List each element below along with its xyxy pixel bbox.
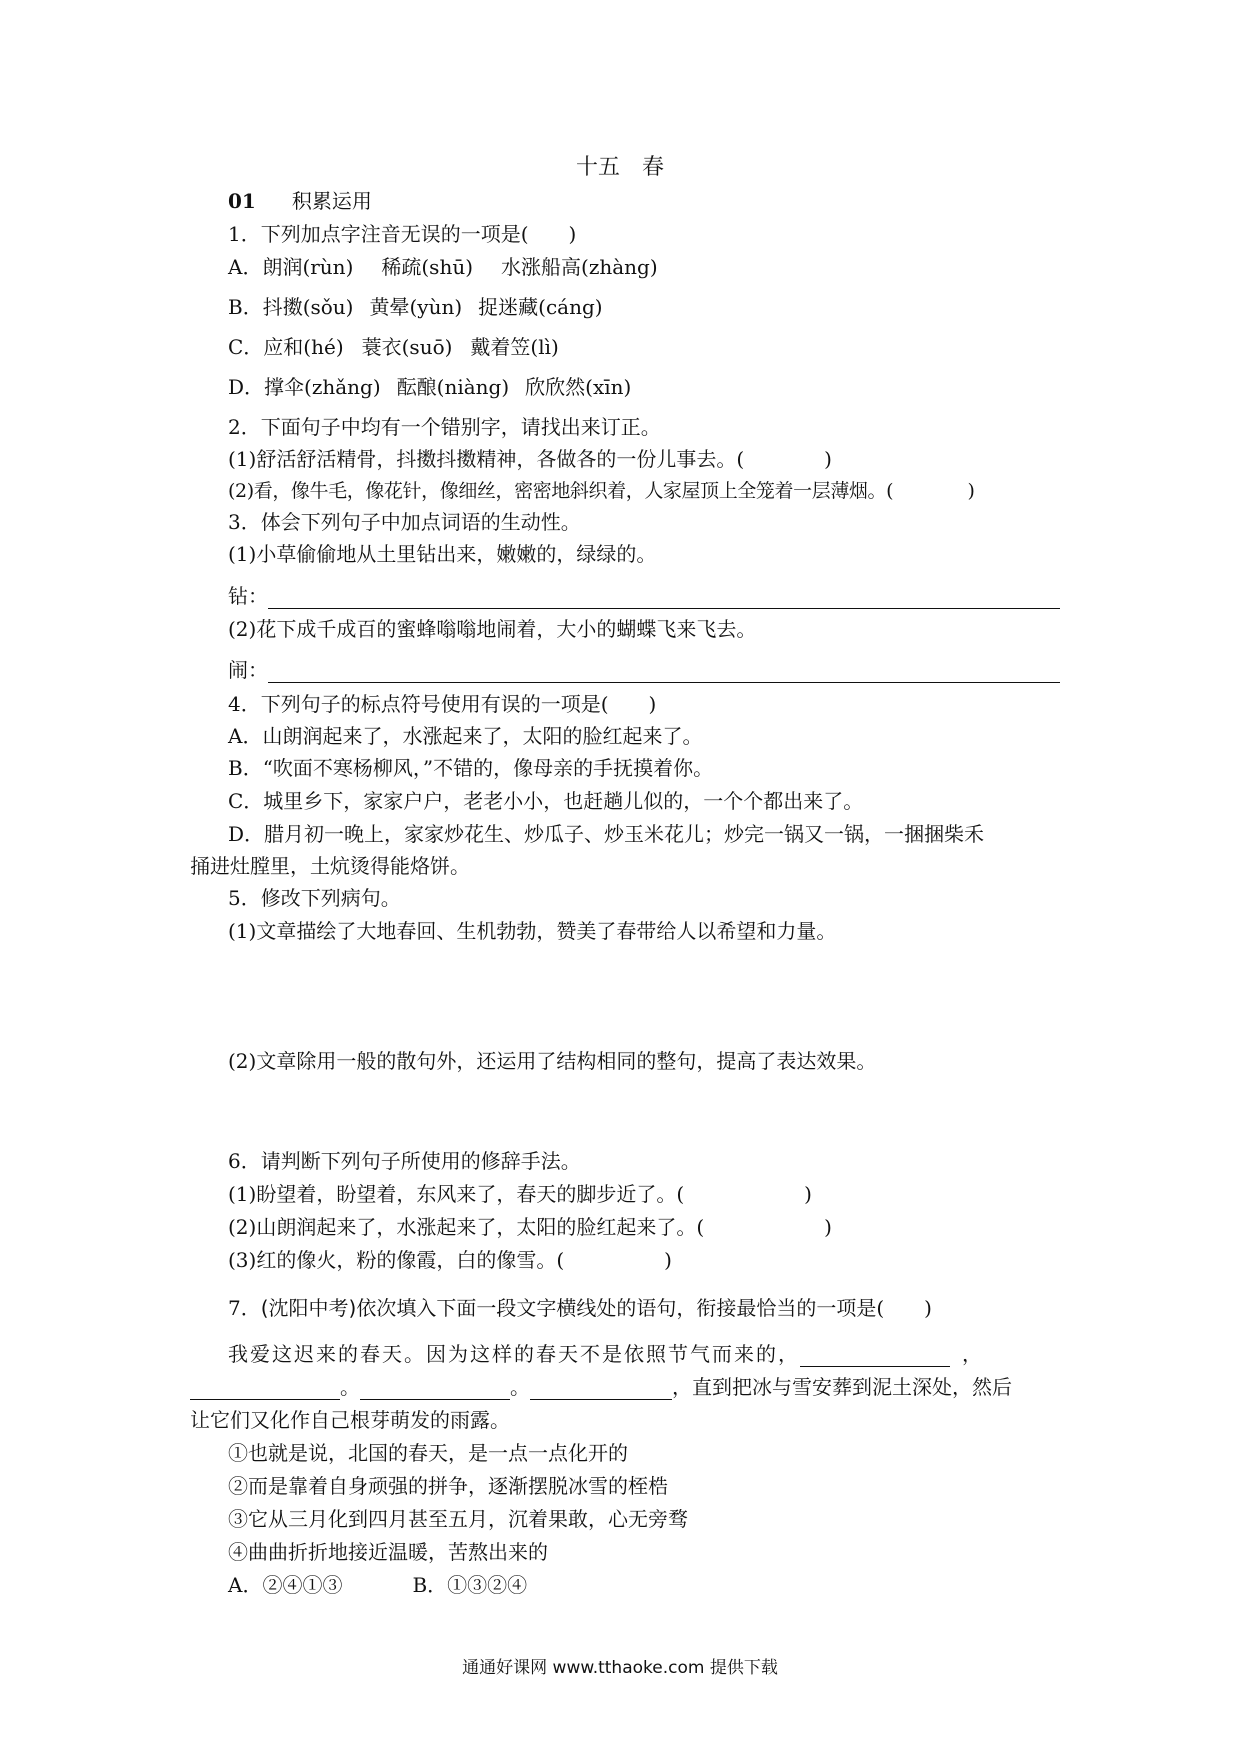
- q7-blank-2[interactable]: [190, 1379, 340, 1400]
- q3-answer-line-2[interactable]: [268, 682, 1060, 683]
- page-footer: 通通好课网 www.tthaoke.com 提供下载: [462, 1658, 778, 1678]
- q7-blank-4[interactable]: [530, 1379, 672, 1400]
- section-heading: [228, 188, 372, 214]
- q1-c-3: 戴着笠(lì): [470, 335, 559, 359]
- q2-sentence-1: (1)舒活舒活精骨，抖擞抖擞精神，各做各的一份儿事去。( ): [228, 447, 832, 471]
- q7-p2-mid2: 。: [510, 1375, 530, 1399]
- q1-c-2: 蓑衣(suō): [361, 335, 453, 359]
- q1-b-3: 捉迷藏(cáng): [478, 295, 603, 319]
- page-title: 十五 春: [575, 155, 664, 180]
- q4-option-a: A．山朗润起来了，水涨起来了，太阳的脸红起来了。: [228, 724, 703, 748]
- q2-sentence-2: (2)看，像牛毛，像花针，像细丝，密密地斜织着，人家屋顶上全笼着一层薄烟。( ): [228, 480, 975, 502]
- q5-stem: 5．修改下列病句。: [228, 886, 401, 910]
- q1-option-a: [228, 254, 658, 280]
- section-label: 积累运用: [291, 189, 372, 213]
- q7-item-1: ①也就是说，北国的春天，是一点一点化开的: [228, 1441, 628, 1465]
- q7-p1: 我爱这迟来的春天。因为这样的春天不是依照节气而来的，: [228, 1342, 800, 1366]
- q5-sentence-2: (2)文章除用一般的散句外，还运用了结构相同的整句，提高了表达效果。: [228, 1049, 877, 1073]
- q7-option-a: A．②④①③: [228, 1573, 343, 1597]
- q7-number: 7．: [228, 1296, 261, 1320]
- q7-item-3: ③它从三月化到四月甚至五月，沉着果敢，心无旁骛: [228, 1507, 688, 1531]
- q1-option-b: [228, 294, 603, 320]
- q4-option-b: B．“吹面不寒杨柳风，”不错的，像母亲的手抚摸着你。: [228, 756, 714, 780]
- q7-passage-line3: 让它们又化作自己根芽萌发的雨露。: [190, 1408, 510, 1432]
- q1-b-1: B．抖擞(sǒu): [228, 295, 354, 319]
- q1-a-3: 水涨船高(zhàng): [501, 255, 658, 279]
- q3-stem: 3．体会下列句子中加点词语的生动性。: [228, 510, 581, 534]
- q1-b-2: 黄晕(yùn): [369, 295, 463, 319]
- q6-sentence-1: (1)盼望着，盼望着，东风来了，春天的脚步近了。( ): [228, 1182, 812, 1206]
- q1-c-1: C．应和(hé): [228, 335, 344, 359]
- q4-option-d-line1: D．腊月初一晚上，家家炒花生、炒瓜子、炒玉米花儿；炒完一锅又一锅，一捆捆柴禾: [228, 822, 985, 846]
- q3-sentence-2: (2)花下成千成百的蜜蜂嗡嗡地闹着，大小的蝴蝶飞来飞去。: [228, 617, 757, 641]
- q1-d-2: 酝酿(niàng): [396, 375, 510, 399]
- q7-blank-3[interactable]: [360, 1379, 510, 1400]
- q6-sentence-3: (3)红的像火，粉的像霞，白的像雪。( ): [228, 1248, 672, 1272]
- q7-option-b: B．①③②④: [412, 1573, 528, 1597]
- q3-answer-label-2: 闹：: [228, 658, 268, 682]
- q7-p1-end: ，: [962, 1342, 984, 1366]
- q3-answer-label-1: 钻：: [228, 584, 268, 608]
- q5-sentence-1: (1)文章描绘了大地春回、生机勃勃，赞美了春带给人以希望和力量。: [228, 919, 837, 943]
- q7-source: (沈阳中考): [260, 1296, 357, 1320]
- q6-sentence-2: (2)山朗润起来了，水涨起来了，太阳的脸红起来了。( ): [228, 1215, 832, 1239]
- q3-sentence-1: (1)小草偷偷地从土里钻出来，嫩嫩的，绿绿的。: [228, 542, 657, 566]
- q1-option-d: [228, 374, 631, 400]
- q7-item-4: ④曲曲折折地接近温暖，苦熬出来的: [228, 1540, 548, 1564]
- q7-stem: [228, 1295, 932, 1321]
- q1-a-2: 稀疏(shū): [381, 255, 474, 279]
- q1-d-1: D．撑伞(zhǎng): [228, 375, 381, 399]
- q4-option-c: C．城里乡下，家家户户，老老小小，也赶趟儿似的，一个个都出来了。: [228, 789, 864, 813]
- q1-stem: 1．下列加点字注音无误的一项是( ): [228, 222, 577, 246]
- q7-stem-text: 依次填入下面一段文字横线处的语句，衔接最恰当的一项是( ): [356, 1296, 932, 1320]
- q1-a-1: A．朗润(rùn): [228, 255, 354, 279]
- q4-stem: 4．下列句子的标点符号使用有误的一项是( ): [228, 692, 657, 716]
- q4-option-d-line2: 捅进灶膛里，土炕烫得能烙饼。: [190, 854, 470, 878]
- q2-stem: 2．下面句子中均有一个错别字，请找出来订正。: [228, 415, 661, 439]
- q1-option-c: [228, 334, 559, 360]
- q7-p2-mid1: 。: [340, 1375, 360, 1399]
- q3-answer-line-1[interactable]: [268, 608, 1060, 609]
- q6-stem: 6．请判断下列句子所使用的修辞手法。: [228, 1149, 581, 1173]
- q7-passage-line2: [190, 1374, 1012, 1400]
- q7-blank-1[interactable]: [800, 1346, 950, 1367]
- q7-passage-line1: [228, 1341, 984, 1367]
- q7-item-2: ②而是靠着自身顽强的拼争，逐渐摆脱冰雪的桎梏: [228, 1474, 668, 1498]
- q7-p2-end: ，直到把冰与雪安葬到泥土深处，然后: [672, 1375, 1012, 1399]
- section-number: 01: [228, 189, 256, 213]
- q7-options: [228, 1572, 527, 1598]
- q1-d-3: 欣欣然(xīn): [525, 375, 632, 399]
